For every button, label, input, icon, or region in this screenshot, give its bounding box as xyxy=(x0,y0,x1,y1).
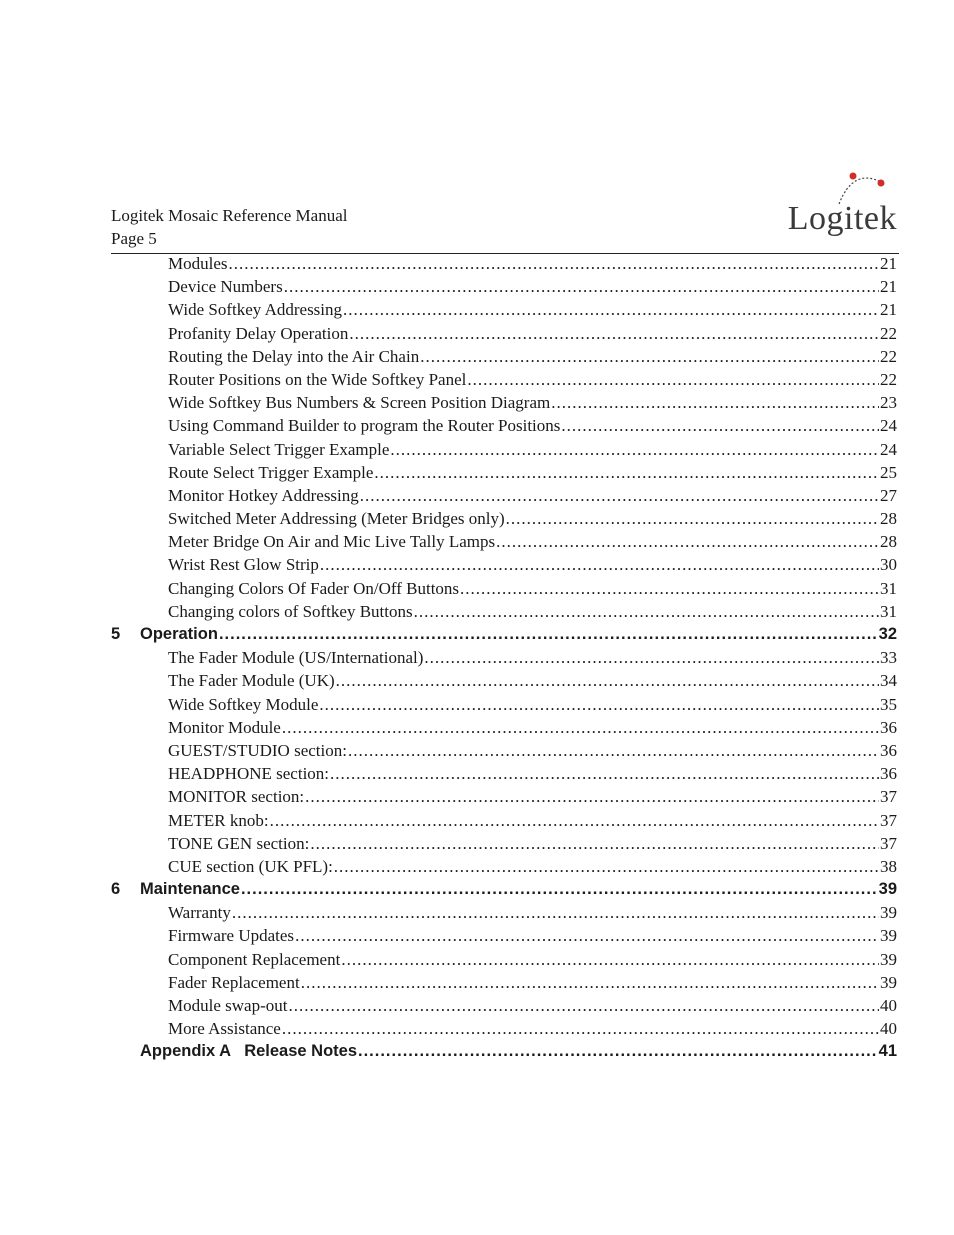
toc-entry-title: Fader Replacement xyxy=(168,972,300,992)
toc-page-number: 22 xyxy=(880,369,897,389)
toc-chapter-entry[interactable] xyxy=(111,625,897,648)
toc-entry-title: Meter Bridge On Air and Mic Live Tally Lamps xyxy=(168,532,496,552)
toc-dot-leader xyxy=(284,277,879,297)
toc-entry-title: HEADPHONE section: xyxy=(168,764,330,784)
toc-entry-title: METER knob: xyxy=(168,810,269,830)
toc-entry[interactable] xyxy=(111,463,897,486)
toc-dot-leader xyxy=(320,555,879,575)
toc-entry[interactable] xyxy=(111,903,897,926)
toc-entry[interactable] xyxy=(111,347,897,370)
toc-dot-leader xyxy=(348,741,879,761)
toc-page-number: 23 xyxy=(880,393,897,413)
toc-page-number: 27 xyxy=(880,485,897,505)
toc-dot-leader xyxy=(282,1019,879,1039)
toc-dot-leader xyxy=(349,324,879,344)
toc-entry[interactable] xyxy=(111,787,897,810)
page-header xyxy=(111,200,899,254)
toc-page-number: 39 xyxy=(880,903,897,923)
toc-entry-title: Route Select Trigger Example xyxy=(168,462,374,482)
toc-entry-title: Modules xyxy=(168,254,228,273)
toc-entry-title: TONE GEN section: xyxy=(168,833,310,853)
toc-entry[interactable] xyxy=(111,277,897,300)
toc-entry-title: Switched Meter Addressing (Meter Bridges only) xyxy=(168,509,505,529)
toc-entry-title: Device Numbers xyxy=(168,277,283,297)
toc-page-number: 36 xyxy=(880,764,897,784)
toc-chapter-entry[interactable] xyxy=(111,880,897,903)
toc-entry-title: Routing the Delay into the Air Chain xyxy=(168,346,420,366)
toc-entry[interactable] xyxy=(111,926,897,949)
toc-entry[interactable] xyxy=(111,648,897,671)
toc-entry-title: GUEST/STUDIO section: xyxy=(168,740,347,760)
toc-entry-title: The Fader Module (US/International) xyxy=(168,648,424,668)
toc-page-number: 21 xyxy=(880,254,897,273)
toc-entry[interactable] xyxy=(111,300,897,323)
toc-entry[interactable] xyxy=(111,440,897,463)
toc-page-number: 39 xyxy=(880,972,897,992)
toc-page-number: 28 xyxy=(880,532,897,552)
toc-entry-title: Monitor Module xyxy=(168,717,281,737)
toc-chapter-number: 5 xyxy=(111,625,121,643)
toc-page-number: 33 xyxy=(880,648,897,668)
toc-dot-leader xyxy=(467,370,879,390)
toc-page-number: 22 xyxy=(880,323,897,343)
toc-dot-leader xyxy=(496,532,879,552)
toc-page-number: 21 xyxy=(880,300,897,320)
toc-entry[interactable] xyxy=(111,324,897,347)
toc-entry[interactable] xyxy=(111,857,897,880)
toc-entry-title: Wide Softkey Module xyxy=(168,694,319,714)
toc-page-number: 22 xyxy=(880,346,897,366)
manual-title: Logitek Mosaic Reference Manual xyxy=(111,206,348,225)
toc-dot-leader xyxy=(506,509,879,529)
toc-page-number: 31 xyxy=(880,578,897,598)
toc-entry[interactable] xyxy=(111,671,897,694)
toc-entry-title: Changing Colors Of Fader On/Off Buttons xyxy=(168,578,460,598)
toc-entry[interactable] xyxy=(111,579,897,602)
toc-page-number: 21 xyxy=(880,277,897,297)
toc-dot-leader xyxy=(241,880,878,899)
toc-dot-leader xyxy=(551,393,879,413)
toc-dot-leader xyxy=(414,602,879,622)
toc-entry-title: Wide Softkey Bus Numbers & Screen Position Diagram xyxy=(168,393,551,413)
toc-dot-leader xyxy=(374,463,879,483)
toc-page-number: 39 xyxy=(880,926,897,946)
toc-entry-title: Wide Softkey Addressing xyxy=(168,300,343,320)
toc-chapter-number: 6 xyxy=(111,880,121,899)
toc-entry[interactable] xyxy=(111,602,897,625)
toc-page-number: 36 xyxy=(880,740,897,760)
toc-entry-title: The Fader Module (UK) xyxy=(168,671,335,691)
toc-dot-leader xyxy=(460,579,879,599)
logitek-logo xyxy=(779,168,899,238)
toc-entry-title: Wrist Rest Glow Strip xyxy=(168,555,319,575)
toc-entry-title: Operation xyxy=(140,625,218,643)
toc-page-number: 41 xyxy=(878,1042,897,1061)
toc-entry[interactable] xyxy=(111,718,897,741)
toc-entry-title: Maintenance xyxy=(140,880,240,899)
toc-dot-leader xyxy=(295,926,879,946)
toc-entry-title: Changing colors of Softkey Buttons xyxy=(168,601,413,621)
toc-entry-title: Component Replacement xyxy=(168,949,341,969)
toc-entry-title: More Assistance xyxy=(168,1019,281,1039)
toc-page-number: 32 xyxy=(878,625,897,643)
toc-dot-leader xyxy=(424,648,879,668)
toc-page-number: 36 xyxy=(880,717,897,737)
toc-page-number: 30 xyxy=(880,555,897,575)
toc-dot-leader xyxy=(229,254,880,274)
logo-wordmark: Logitek xyxy=(787,200,897,237)
page-label: Page 5 xyxy=(111,229,157,248)
toc-page-number: 40 xyxy=(880,1019,897,1039)
toc-entry[interactable] xyxy=(111,996,897,1019)
toc-entry-title: Warranty xyxy=(168,903,231,923)
toc-dot-leader xyxy=(336,671,879,691)
toc-entry[interactable] xyxy=(111,254,897,277)
toc-page-number: 40 xyxy=(880,996,897,1015)
toc-page-number: 34 xyxy=(880,671,897,691)
toc-dot-leader xyxy=(288,996,879,1016)
toc-entry[interactable] xyxy=(111,950,897,973)
toc-dot-leader xyxy=(561,416,879,436)
toc-page-number: 28 xyxy=(880,509,897,529)
toc-entry[interactable] xyxy=(111,834,897,857)
toc-entry[interactable] xyxy=(111,555,897,578)
toc-entry-title: Using Command Builder to program the Router Positions xyxy=(168,416,561,436)
toc-dot-leader xyxy=(420,347,879,367)
toc-page-number: 35 xyxy=(880,694,897,714)
toc-entry[interactable] xyxy=(111,741,897,764)
toc-page-number: 24 xyxy=(880,439,897,459)
toc-dot-leader xyxy=(330,764,879,784)
toc-dot-leader xyxy=(232,903,879,923)
toc-page-number: 24 xyxy=(880,416,897,436)
toc-entry-title: Appendix A Release Notes xyxy=(140,1042,358,1061)
toc-page-number: 38 xyxy=(880,856,897,876)
toc-dot-leader xyxy=(282,718,879,738)
toc-page-number: 39 xyxy=(878,880,897,899)
toc-dot-leader xyxy=(305,787,879,807)
toc-entry[interactable] xyxy=(111,532,897,555)
toc-entry-title: MONITOR section: xyxy=(168,787,305,807)
toc-entry[interactable] xyxy=(111,695,897,718)
toc-dot-leader xyxy=(390,440,879,460)
toc-dot-leader xyxy=(219,625,878,644)
toc-entry[interactable] xyxy=(111,811,897,834)
toc-dot-leader xyxy=(334,857,879,877)
toc-entry-title: Firmware Updates xyxy=(168,926,295,946)
toc-entry-title: Variable Select Trigger Example xyxy=(168,439,390,459)
toc-dot-leader xyxy=(270,811,879,831)
toc-entry-title: Profanity Delay Operation xyxy=(168,323,349,343)
toc-entry[interactable] xyxy=(111,486,897,509)
table-of-contents xyxy=(111,254,897,1066)
toc-entry-title: Module swap-out xyxy=(168,996,288,1015)
toc-entry-title: CUE section (UK PFL): xyxy=(168,856,333,876)
toc-dot-leader xyxy=(341,950,879,970)
toc-page-number: 39 xyxy=(880,949,897,969)
toc-dot-leader xyxy=(343,300,879,320)
toc-page-number: 37 xyxy=(880,833,897,853)
toc-dot-leader xyxy=(310,834,879,854)
toc-dot-leader xyxy=(301,973,879,993)
toc-entry[interactable] xyxy=(111,973,897,996)
toc-dot-leader xyxy=(319,695,879,715)
toc-dot-leader xyxy=(358,1042,878,1061)
toc-entry[interactable] xyxy=(111,416,897,439)
toc-chapter-entry[interactable] xyxy=(111,1042,897,1065)
header-text xyxy=(111,204,348,250)
toc-entry[interactable] xyxy=(111,764,897,787)
toc-entry[interactable] xyxy=(111,393,897,416)
toc-entry-title: Monitor Hotkey Addressing xyxy=(168,485,359,505)
toc-entry-title: Router Positions on the Wide Softkey Panel xyxy=(168,369,467,389)
toc-entry[interactable] xyxy=(111,509,897,532)
toc-page-number: 25 xyxy=(880,462,897,482)
toc-page-number: 37 xyxy=(880,787,897,807)
toc-page-number: 31 xyxy=(880,601,897,621)
toc-dot-leader xyxy=(360,486,879,506)
toc-page-number: 37 xyxy=(880,810,897,830)
toc-entry[interactable] xyxy=(111,1019,897,1042)
toc-entry[interactable] xyxy=(111,370,897,393)
